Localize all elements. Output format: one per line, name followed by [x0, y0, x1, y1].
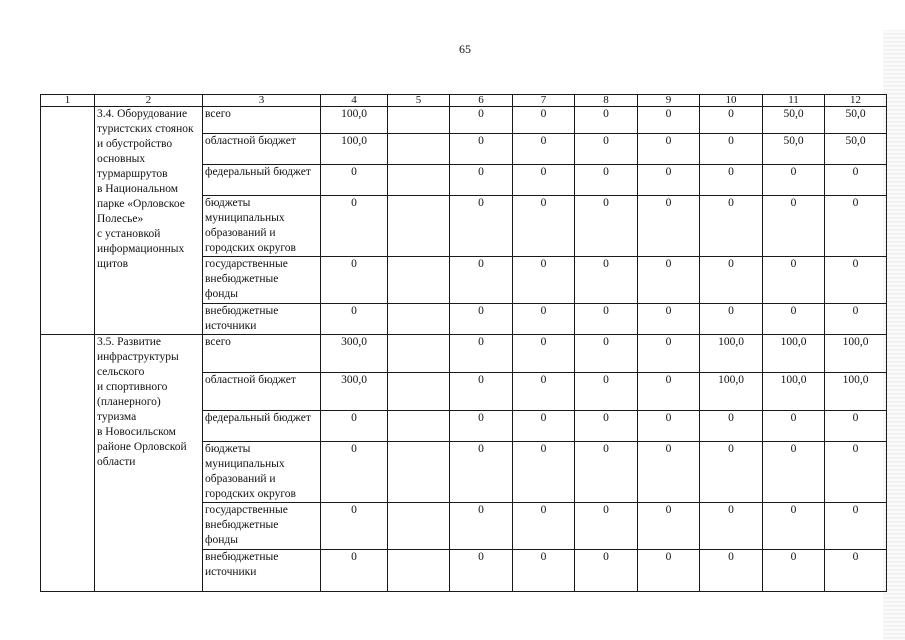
value-cell: 0 — [763, 442, 825, 503]
value-cell: 0 — [321, 411, 388, 442]
measure-name-line: 3.5. Развитие — [97, 336, 162, 348]
value-cell: 0 — [513, 257, 575, 304]
value-cell — [388, 335, 450, 373]
value-cell: 0 — [513, 550, 575, 592]
value-cell: 0 — [638, 304, 700, 335]
measure-name-line: основных — [97, 153, 146, 165]
value-cell: 0 — [825, 503, 887, 550]
value-cell: 0 — [825, 257, 887, 304]
value-cell: 0 — [638, 257, 700, 304]
funding-source-line: федеральный бюджет — [205, 412, 311, 424]
value-cell: 0 — [450, 165, 513, 196]
column-number: 8 — [575, 95, 638, 107]
value-cell — [388, 411, 450, 442]
value-cell: 0 — [321, 257, 388, 304]
funding-source-line: государственные — [205, 504, 288, 516]
value-cell: 0 — [513, 165, 575, 196]
value-cell: 0 — [450, 134, 513, 165]
measure-name-line: с установкой — [97, 228, 161, 240]
funding-source-line: муниципальных — [205, 212, 285, 224]
measure-name-cell — [95, 107, 203, 335]
measure-name-line: туристских стоянок — [97, 123, 194, 135]
measure-name-line: районе Орловской — [97, 441, 187, 453]
value-cell: 0 — [638, 134, 700, 165]
value-cell — [388, 304, 450, 335]
funding-source-line: областной бюджет — [205, 374, 296, 386]
value-cell: 0 — [638, 442, 700, 503]
value-cell: 0 — [575, 304, 638, 335]
measure-name-line: Полесье» — [97, 213, 144, 225]
value-cell: 0 — [450, 107, 513, 134]
column-number: 10 — [700, 95, 763, 107]
value-cell: 0 — [450, 257, 513, 304]
funding-source-line: бюджеты — [205, 443, 251, 455]
value-cell: 50,0 — [825, 107, 887, 134]
value-cell: 0 — [825, 442, 887, 503]
value-cell: 0 — [638, 107, 700, 134]
value-cell: 0 — [763, 411, 825, 442]
measure-name-line: парке «Орловское — [97, 198, 185, 210]
column-number: 5 — [388, 95, 450, 107]
value-cell: 0 — [638, 503, 700, 550]
value-cell: 0 — [450, 196, 513, 257]
measure-name-line: инфраструктуры — [97, 351, 179, 363]
value-cell: 100,0 — [321, 134, 388, 165]
funding-source-line: источники — [205, 566, 257, 578]
value-cell: 0 — [450, 442, 513, 503]
funding-source-cell — [203, 373, 321, 411]
value-cell: 0 — [638, 411, 700, 442]
funding-source-line: городских округов — [205, 488, 296, 500]
value-cell — [388, 107, 450, 134]
value-cell: 300,0 — [321, 373, 388, 411]
funding-source-line: государственные — [205, 258, 288, 270]
funding-source-line: внебюджетные — [205, 551, 279, 563]
funding-source-cell — [203, 134, 321, 165]
value-cell: 0 — [763, 503, 825, 550]
funding-source-cell — [203, 257, 321, 304]
value-cell: 0 — [321, 442, 388, 503]
funding-source-line: бюджеты — [205, 197, 251, 209]
row-number-cell — [41, 335, 95, 592]
funding-source-line: фонды — [205, 288, 238, 300]
value-cell: 0 — [700, 550, 763, 592]
value-cell: 0 — [763, 550, 825, 592]
value-cell: 0 — [575, 442, 638, 503]
column-number: 9 — [638, 95, 700, 107]
value-cell: 50,0 — [825, 134, 887, 165]
funding-source-line: внебюджетные — [205, 519, 279, 531]
measure-name-line: в Национальном — [97, 183, 179, 195]
value-cell: 0 — [763, 196, 825, 257]
table-row — [41, 107, 887, 134]
value-cell: 0 — [700, 196, 763, 257]
funding-source-line: внебюджетные — [205, 305, 279, 317]
value-cell: 0 — [321, 550, 388, 592]
value-cell: 0 — [638, 373, 700, 411]
value-cell — [388, 257, 450, 304]
value-cell: 0 — [575, 196, 638, 257]
funding-source-cell — [203, 107, 321, 134]
value-cell: 0 — [638, 196, 700, 257]
value-cell: 300,0 — [321, 335, 388, 373]
measure-name-line: и спортивного — [97, 381, 168, 393]
funding-source-line: образований и — [205, 473, 276, 485]
value-cell: 0 — [700, 411, 763, 442]
funding-source-line: федеральный бюджет — [205, 166, 311, 178]
value-cell: 0 — [450, 503, 513, 550]
column-number: 1 — [41, 95, 95, 107]
value-cell: 0 — [700, 257, 763, 304]
value-cell: 0 — [638, 550, 700, 592]
value-cell: 0 — [450, 373, 513, 411]
value-cell: 0 — [513, 107, 575, 134]
value-cell: 0 — [513, 134, 575, 165]
funding-source-cell — [203, 196, 321, 257]
value-cell: 0 — [763, 304, 825, 335]
value-cell — [388, 550, 450, 592]
value-cell: 0 — [575, 503, 638, 550]
funding-source-cell — [203, 411, 321, 442]
measure-name-line: щитов — [97, 258, 129, 270]
value-cell: 0 — [321, 165, 388, 196]
value-cell: 0 — [450, 411, 513, 442]
value-cell — [388, 373, 450, 411]
funding-source-line: образований и — [205, 227, 276, 239]
funding-source-line: областной бюджет — [205, 135, 296, 147]
funding-source-line: муниципальных — [205, 458, 285, 470]
value-cell: 0 — [450, 304, 513, 335]
value-cell: 0 — [700, 503, 763, 550]
value-cell: 0 — [825, 165, 887, 196]
value-cell: 0 — [575, 411, 638, 442]
row-number-cell — [41, 107, 95, 335]
funding-source-cell — [203, 503, 321, 550]
column-number: 6 — [450, 95, 513, 107]
measure-name-line: туризма — [97, 411, 137, 423]
value-cell: 100,0 — [763, 373, 825, 411]
measure-name-line: информационных — [97, 243, 185, 255]
scan-edge-artifact — [883, 30, 905, 640]
column-number: 11 — [763, 95, 825, 107]
measure-name-line: (планерного) — [97, 396, 161, 408]
funding-source-cell — [203, 304, 321, 335]
value-cell: 0 — [575, 550, 638, 592]
funding-source-cell — [203, 442, 321, 503]
value-cell: 0 — [513, 503, 575, 550]
value-cell: 0 — [763, 165, 825, 196]
value-cell: 0 — [575, 107, 638, 134]
funding-source-line: источники — [205, 320, 257, 332]
measure-name-cell — [95, 335, 203, 592]
value-cell: 0 — [700, 134, 763, 165]
value-cell: 0 — [321, 304, 388, 335]
value-cell: 0 — [450, 335, 513, 373]
value-cell: 0 — [700, 442, 763, 503]
column-number: 3 — [203, 95, 321, 107]
value-cell: 0 — [825, 196, 887, 257]
value-cell — [388, 442, 450, 503]
value-cell: 50,0 — [763, 134, 825, 165]
funding-source-line: городских округов — [205, 242, 296, 254]
budget-table — [40, 94, 887, 592]
column-number: 2 — [95, 95, 203, 107]
measure-name-line: области — [97, 456, 136, 468]
value-cell: 0 — [513, 373, 575, 411]
value-cell: 0 — [700, 165, 763, 196]
value-cell: 100,0 — [763, 335, 825, 373]
value-cell: 0 — [513, 411, 575, 442]
value-cell: 0 — [825, 304, 887, 335]
measure-name-line: 3.4. Оборудование — [97, 108, 188, 120]
value-cell: 0 — [513, 304, 575, 335]
value-cell: 0 — [575, 335, 638, 373]
value-cell: 0 — [321, 196, 388, 257]
funding-source-cell — [203, 335, 321, 373]
measure-name-line: в Новосильском — [97, 426, 176, 438]
column-number: 12 — [825, 95, 887, 107]
value-cell: 100,0 — [700, 373, 763, 411]
value-cell: 100,0 — [321, 107, 388, 134]
value-cell: 0 — [450, 550, 513, 592]
column-number: 4 — [321, 95, 388, 107]
value-cell — [388, 196, 450, 257]
column-number: 7 — [513, 95, 575, 107]
measure-name-line: турмаршрутов — [97, 168, 168, 180]
measure-name-line: и обустройство — [97, 138, 173, 150]
value-cell: 0 — [638, 165, 700, 196]
value-cell: 0 — [513, 335, 575, 373]
funding-source-line: всего — [205, 336, 231, 348]
value-cell: 0 — [513, 442, 575, 503]
value-cell: 0 — [575, 134, 638, 165]
value-cell: 0 — [575, 165, 638, 196]
funding-source-line: всего — [205, 108, 231, 120]
funding-source-cell — [203, 550, 321, 592]
value-cell — [388, 165, 450, 196]
value-cell — [388, 503, 450, 550]
table-row — [41, 335, 887, 373]
value-cell: 0 — [638, 335, 700, 373]
value-cell: 0 — [575, 257, 638, 304]
funding-source-line: фонды — [205, 534, 238, 546]
value-cell: 100,0 — [825, 335, 887, 373]
funding-source-cell — [203, 165, 321, 196]
value-cell: 0 — [321, 503, 388, 550]
value-cell: 0 — [763, 257, 825, 304]
value-cell: 0 — [575, 373, 638, 411]
value-cell: 0 — [700, 107, 763, 134]
value-cell: 0 — [825, 411, 887, 442]
column-number-row — [41, 95, 887, 107]
funding-source-line: внебюджетные — [205, 273, 279, 285]
value-cell: 0 — [700, 304, 763, 335]
measure-name-line: сельского — [97, 366, 145, 378]
value-cell: 0 — [513, 196, 575, 257]
value-cell: 0 — [825, 550, 887, 592]
value-cell: 100,0 — [825, 373, 887, 411]
value-cell: 50,0 — [763, 107, 825, 134]
page-number: 65 — [459, 42, 471, 56]
value-cell — [388, 134, 450, 165]
value-cell: 100,0 — [700, 335, 763, 373]
